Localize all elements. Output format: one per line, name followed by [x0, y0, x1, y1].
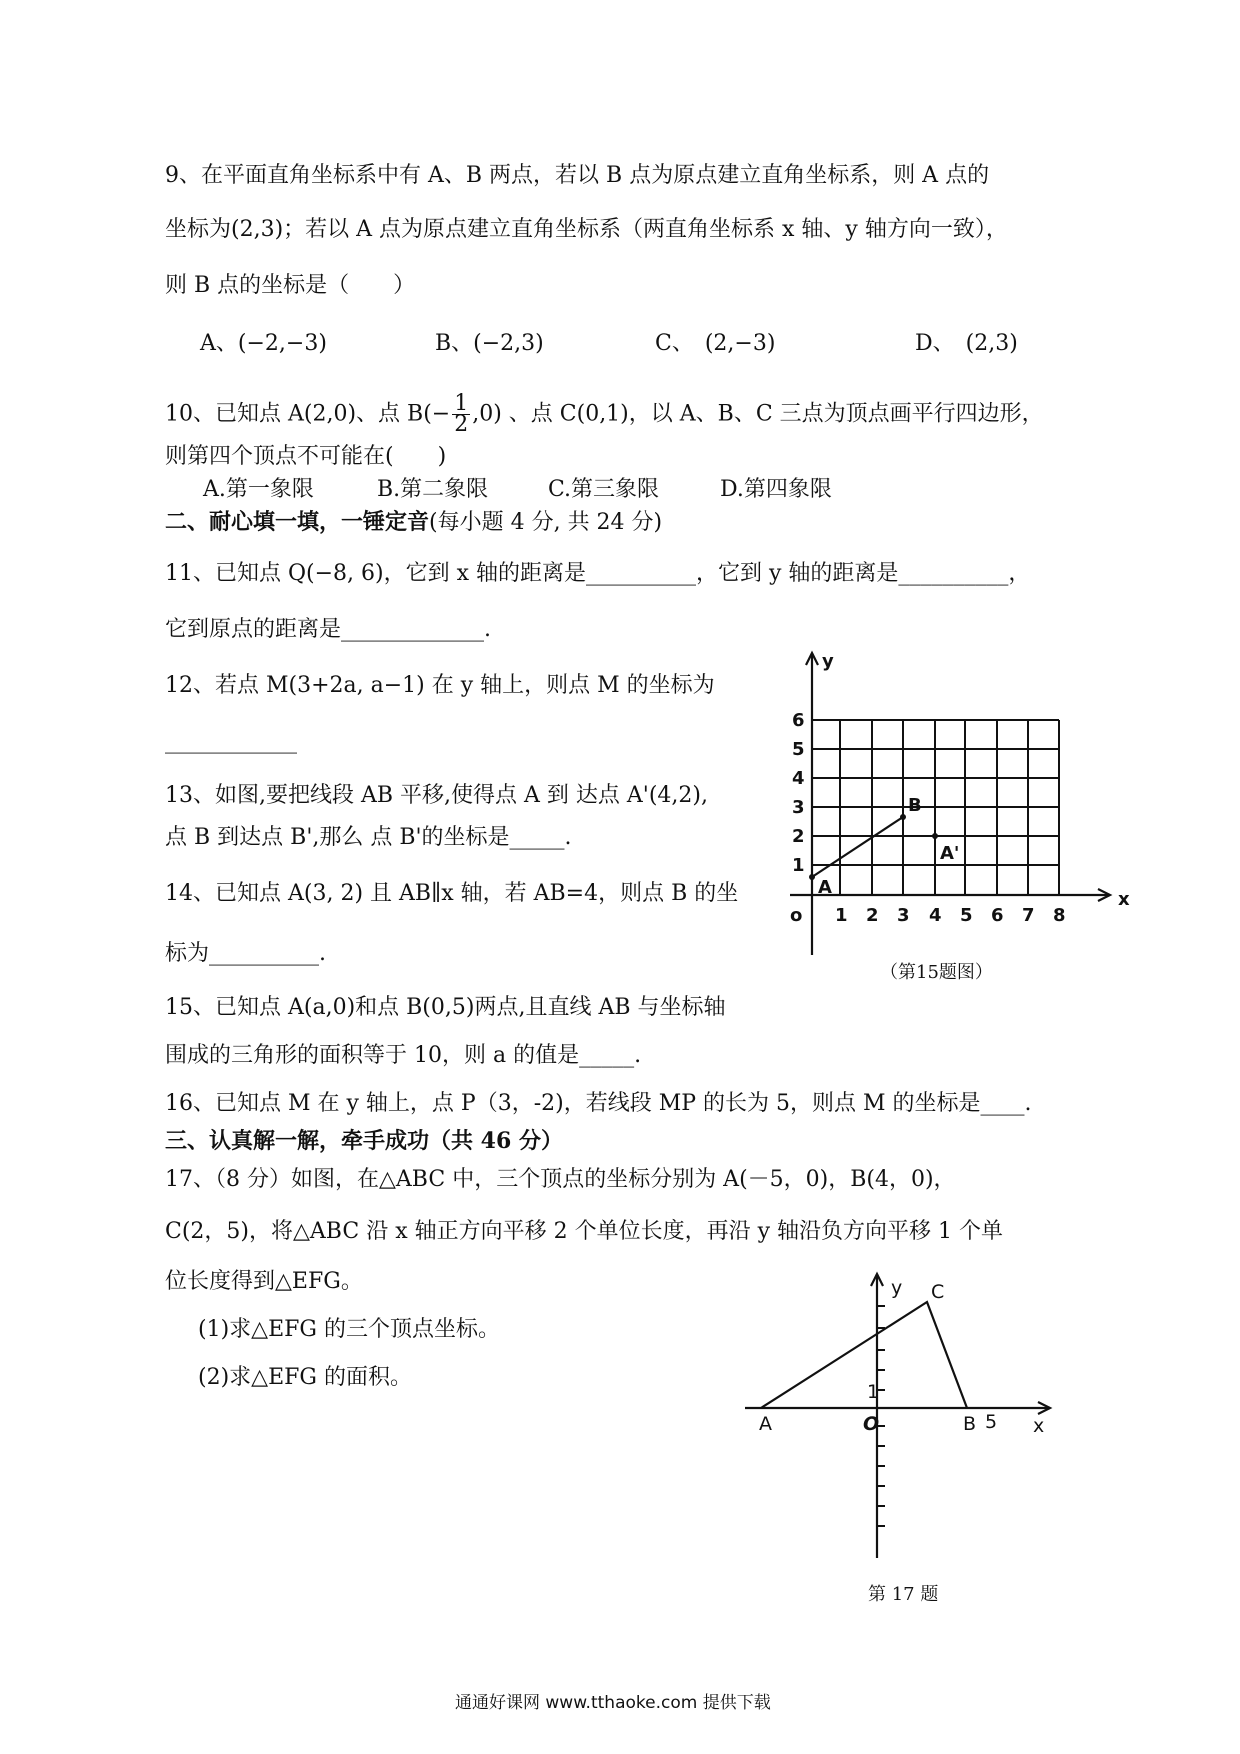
q15-line1: 15、已知点 A(a,0)和点 B(0,5)两点,且直线 AB 与坐标轴 [165, 995, 726, 1020]
section2-title: 二、耐心填一填，一锤定音 [165, 509, 430, 535]
section3-title: 三、认真解一解，牵手成功 [165, 1128, 430, 1154]
figure-15-caption: （第15题图） [880, 962, 993, 983]
point-b [900, 814, 906, 820]
q10-frac-num: 1 [454, 391, 469, 416]
section3-note: （共 46 分） [429, 1128, 563, 1154]
fig17-label-c: C [931, 1281, 945, 1303]
grid-lines [812, 720, 1059, 895]
q10-option-c: C.第三象限 [548, 477, 660, 502]
q10-option-b: B.第二象限 [377, 477, 489, 502]
q17-sub1: (1)求△EFG 的三个顶点坐标。 [198, 1317, 500, 1342]
point-a-prime [932, 833, 938, 839]
fig15-label-a: A [818, 877, 832, 898]
q10-line1 [165, 391, 1044, 437]
footer-source: 通通好课网 www.tthaoke.com 提供下载 [455, 1693, 771, 1713]
fig15-y-tick-6: 6 [792, 710, 805, 731]
q12-line2: ____________ [165, 729, 297, 754]
fig15-x-tick-1: 1 [835, 905, 848, 926]
figure-15-grid [780, 645, 1140, 965]
fig15-axis-x-label: x [1118, 889, 1130, 910]
q17-line1: 17、（8 分）如图，在△ABC 中，三个顶点的坐标分别为 A(－5，0)，B(4，0)， [165, 1167, 956, 1192]
q10-option-d: D.第四象限 [720, 477, 832, 502]
fig17-tick-1: 1 [867, 1381, 880, 1403]
q14-line2: 标为__________. [165, 941, 326, 966]
fig15-x-tick-5: 5 [960, 905, 973, 926]
fig15-label-b: B [908, 795, 922, 816]
q11-line1: 11、已知点 Q(−8, 6)，它到 x 轴的距离是__________，它到 y 轴的距离是__________， [165, 561, 1031, 586]
fig17-origin-label: O [863, 1413, 880, 1435]
fig15-x-tick-2: 2 [866, 905, 879, 926]
fig17-tick-5: 5 [985, 1411, 998, 1433]
q9-option-a: A、(−2,−3) [200, 331, 327, 356]
fig17-label-b: B [963, 1413, 977, 1435]
q11-line2: 它到原点的距离是_____________. [165, 617, 491, 642]
fig17-label-a: A [759, 1413, 772, 1435]
q9-line1: 9、在平面直角坐标系中有 A、B 两点，若以 B 点为原点建立直角坐标系，则 A 点的 [165, 163, 990, 188]
q10-suffix: ,0) 、点 C(0,1)，以 A、B、C 三点为顶点画平行四边形， [472, 401, 1044, 427]
q10-prefix: 10、已知点 A(2,0)、点 B(− [165, 401, 451, 427]
q9-option-c: C、 (2,−3) [655, 331, 776, 356]
q9-line2: 坐标为(2,3)；若以 A 点为原点建立直角坐标系（两直角坐标系 x 轴、y 轴方向一致）， [165, 217, 1008, 242]
q9-option-d: D、 (2,3) [915, 331, 1018, 356]
figure-17-triangle [745, 1270, 1085, 1560]
fig15-y-tick-5: 5 [792, 739, 805, 760]
q16-line1: 16、已知点 M 在 y 轴上，点 P（3，-2)，若线段 MP 的长为 5，则点 M 的坐标是____. [165, 1091, 1032, 1116]
fig15-label-a-prime: A' [940, 843, 960, 864]
triangle-abc [761, 1302, 967, 1408]
q15-line2: 围成的三角形的面积等于 10，则 a 的值是_____. [165, 1043, 642, 1068]
q9-line3: 则 B 点的坐标是（ ） [165, 273, 416, 298]
q17-sub2: (2)求△EFG 的面积。 [198, 1365, 412, 1390]
fig15-y-tick-2: 2 [792, 826, 805, 847]
fig15-x-tick-3: 3 [897, 905, 910, 926]
q13-line2: 点 B 到达点 B',那么 点 B'的坐标是_____. [165, 825, 572, 850]
q13-line1: 13、如图,要把线段 AB 平移,使得点 A 到 达点 A'(4,2), [165, 783, 708, 808]
q12-line1: 12、若点 M(3+2a, a−1) 在 y 轴上，则点 M 的坐标为 [165, 673, 715, 698]
fig15-x-tick-7: 7 [1022, 905, 1035, 926]
fig15-y-tick-1: 1 [792, 855, 805, 876]
fig15-x-tick-8: 8 [1053, 905, 1066, 926]
fig17-axis-x-label: x [1033, 1415, 1045, 1437]
q10-frac-den: 2 [454, 412, 469, 437]
fig15-y-tick-3: 3 [792, 797, 805, 818]
q17-line3: 位长度得到△EFG。 [165, 1269, 363, 1294]
q9-option-b: B、(−2,3) [435, 331, 544, 356]
figure-17-caption: 第 17 题 [868, 1584, 939, 1605]
segment-ab [812, 817, 903, 877]
section3-heading [165, 1127, 563, 1156]
q10-option-a: A.第一象限 [203, 477, 314, 502]
q14-line1: 14、已知点 A(3, 2) 且 AB∥x 轴，若 AB=4，则点 B 的坐 [165, 881, 739, 906]
q17-line2: C(2，5)，将△ABC 沿 x 轴正方向平移 2 个单位长度，再沿 y 轴沿负方向平移 1 个单 [165, 1219, 1003, 1244]
q10-line2: 则第四个顶点不可能在( ) [165, 444, 447, 469]
fig15-axis-y-label: y [822, 651, 834, 672]
fig15-x-tick-4: 4 [929, 905, 942, 926]
fig17-axis-y-label: y [891, 1277, 903, 1299]
q10-fraction [452, 391, 470, 437]
fig15-x-tick-6: 6 [991, 905, 1004, 926]
point-a [809, 874, 815, 880]
section2-heading [165, 508, 662, 537]
fig15-y-tick-4: 4 [792, 768, 805, 789]
section2-note: (每小题 4 分, 共 24 分) [429, 510, 663, 535]
fig15-origin-label: o [790, 905, 803, 926]
